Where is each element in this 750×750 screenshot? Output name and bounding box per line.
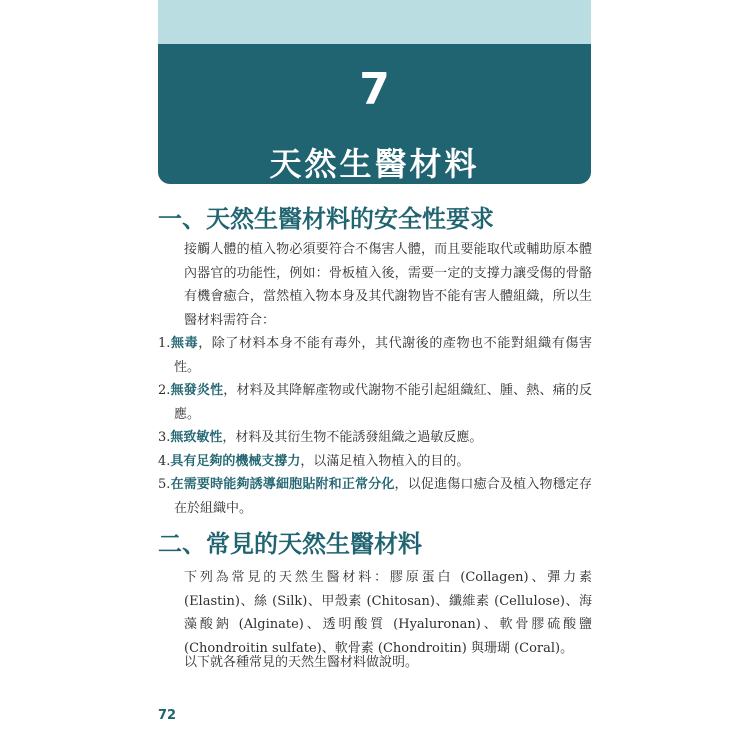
page-number: 72 [158,708,177,723]
item-keyword: 無毒 [170,336,199,351]
common-materials-text: 下列為常見的天然生醫材料：膠原蛋白 (Collagen)、彈力素 (Elastin)、絲 (Silk)、甲殼素 (Chitosan)、纖維素 (Cellulose)、海藻酸鈉 (Alginate)、透明酸質 (Hyaluronan)、軟骨膠硫酸鹽 (Chondroitin sulfate)、軟骨素 (Chondroitin) 與珊瑚 (Coral)。 [184,570,592,656]
item-text: ，以滿足植入物植入的目的。 [300,453,470,469]
section-heading-safety: 一、天然生醫材料的安全性要求 [158,205,494,233]
chapter-header-band [158,0,591,44]
item-number: 3. [158,430,171,445]
closing-paragraph [158,651,592,675]
item-keyword: 無發炎性 [170,383,224,398]
requirements-list [158,332,592,520]
chapter-header-panel [158,44,591,184]
item-number: 2. [158,383,171,398]
safety-intro-paragraph [158,238,592,332]
item-keyword: 無致敏性 [170,430,223,445]
list-item [158,473,592,520]
list-item [158,332,592,379]
common-materials-paragraph [158,566,592,660]
list-item [158,379,592,426]
safety-intro-text: 接觸人體的植入物必須要符合不傷害人體，而且要能取代或輔助原本體內器官的功能性，例如：骨板植入後，需要一定的支撐力讓受傷的骨骼有機會癒合，當然植入物本身及其代謝物皆不能有害人體組織，所以生醫材料需符合： [184,242,592,328]
chapter-header [158,0,591,184]
chapter-number: 7 [359,64,390,115]
item-keyword: 在需要時能夠誘導細胞貼附和正常分化 [170,477,395,492]
item-text: ，除了材料本身不能有毒外，其代謝後的產物也不能對組織有傷害性。 [174,336,592,375]
item-text: ，材料及其降解產物或代謝物不能引起組織紅、腫、熱、痛的反應。 [174,383,592,422]
chapter-title: 天然生醫材料 [269,145,480,183]
item-number: 5. [158,477,171,492]
item-number: 4. [158,453,171,469]
closing-text: 以下就各種常見的天然生醫材料做說明。 [184,655,419,670]
section-heading-common-materials: 二、常見的天然生醫材料 [158,530,422,558]
list-item [158,426,592,450]
item-keyword: 具有足夠的機械支撐力 [170,453,301,469]
item-text: ，以促進傷口癒合及植入物穩定存在於組織中。 [174,477,592,516]
list-item [158,450,592,474]
item-text: ，材料及其衍生物不能誘發組織之過敏反應。 [222,430,483,445]
item-number: 1. [158,336,171,351]
